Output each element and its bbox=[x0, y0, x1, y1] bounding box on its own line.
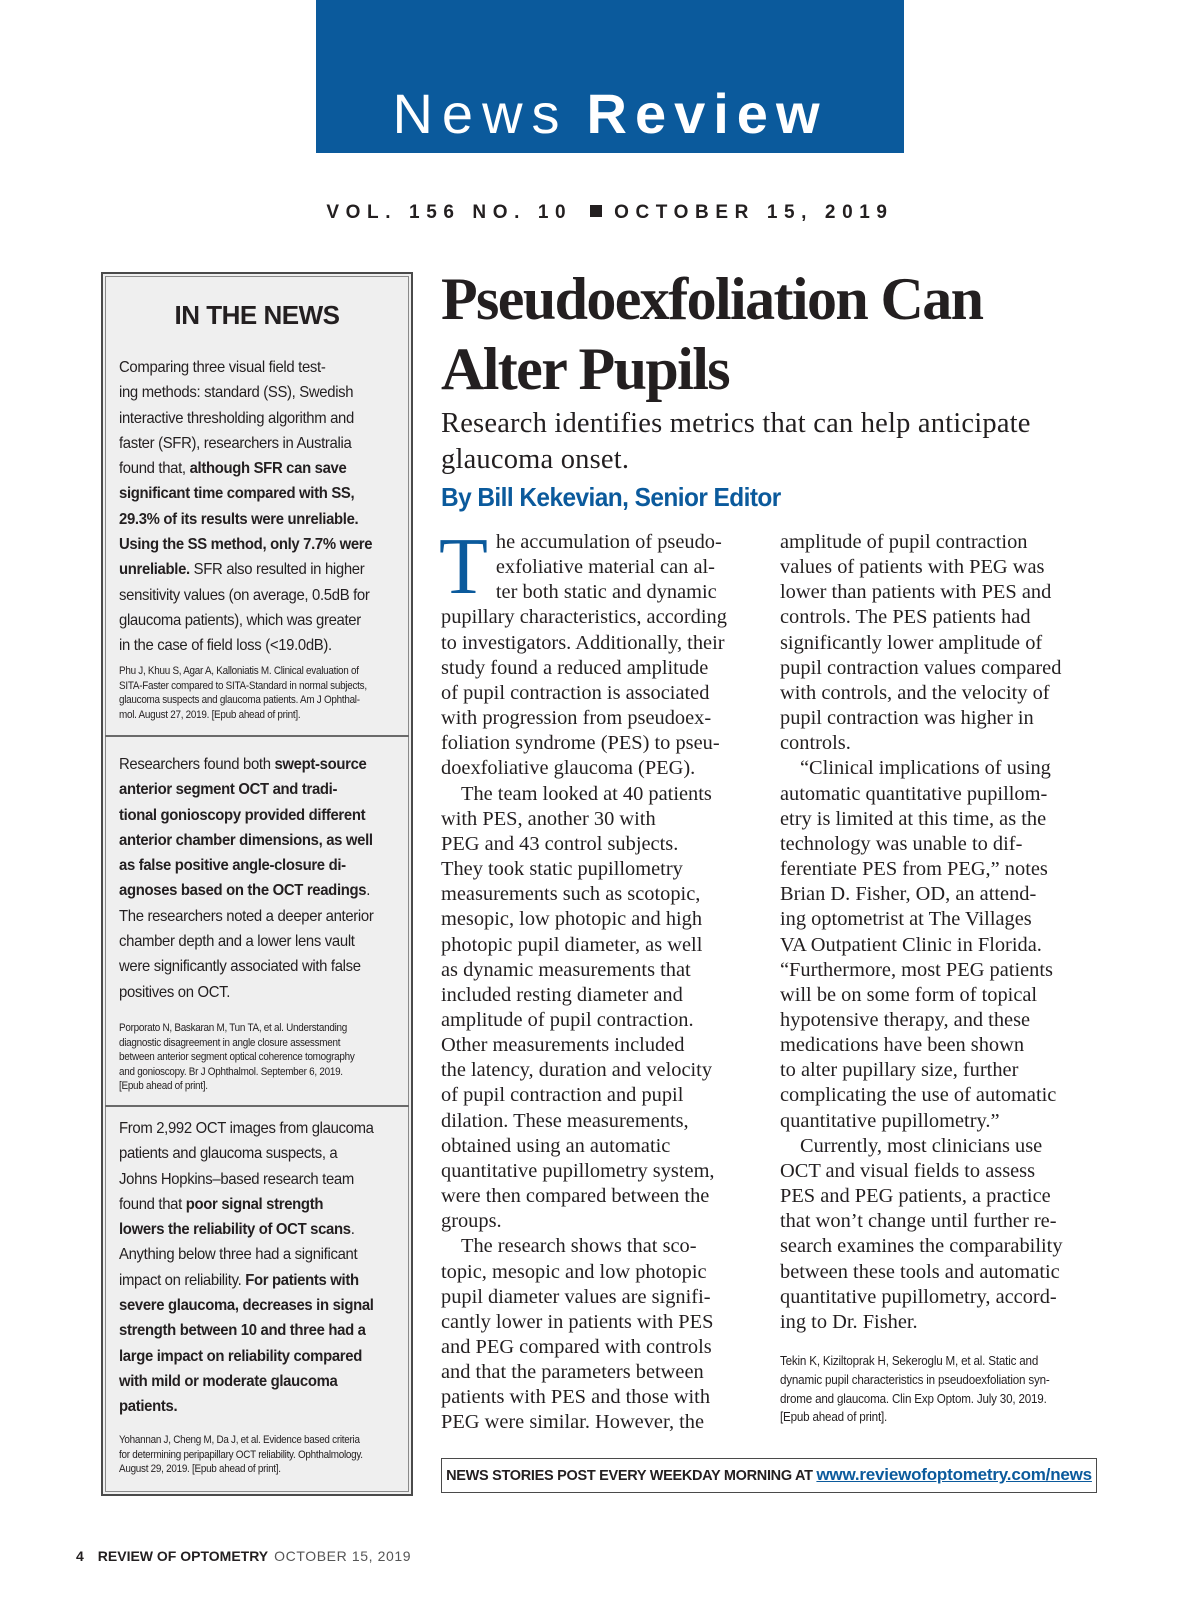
text-line bbox=[119, 1394, 401, 1419]
citation-line: August 29, 2019. [Epub ahead of print]. bbox=[119, 1463, 281, 1476]
deck-line: Research identifies metrics that can help anticipate bbox=[441, 408, 1031, 439]
news-stories-text bbox=[441, 1461, 1097, 1490]
body-line: automatic quantitative pupillom- bbox=[780, 782, 1048, 805]
body-line: They took static pupillometry bbox=[441, 858, 683, 881]
body-line: quantitative pupillometry, accord- bbox=[780, 1285, 1057, 1308]
body-line: topic, mesopic and low photopic bbox=[441, 1260, 707, 1283]
sidebar-citation-1 bbox=[119, 664, 398, 722]
text-span: . bbox=[366, 882, 371, 900]
bold-text: For patients with bbox=[245, 1271, 359, 1289]
text-line bbox=[119, 1293, 401, 1318]
body-line: of pupil contraction is associated bbox=[441, 681, 710, 704]
bold-text: patients. bbox=[119, 1398, 178, 1416]
text-line bbox=[119, 803, 401, 828]
deck-line: glaucoma onset. bbox=[441, 444, 630, 475]
article-column-1 bbox=[439, 523, 759, 1436]
body-line: patients with PES and those with bbox=[441, 1386, 711, 1409]
page-number: 4 bbox=[76, 1548, 84, 1564]
body-line: cantly lower in patients with PES bbox=[441, 1310, 714, 1333]
body-line: dilation. These measurements, bbox=[441, 1109, 689, 1132]
sidebar-heading: IN THE NEWS bbox=[174, 300, 340, 330]
text-line: positives on OCT. bbox=[119, 983, 231, 1001]
body-line: controls. bbox=[780, 732, 851, 755]
body-line: between these tools and automatic bbox=[780, 1260, 1060, 1283]
body-line: VA Outpatient Clinic in Florida. bbox=[780, 933, 1042, 956]
bold-text: anterior segment OCT and tradi- bbox=[119, 781, 338, 799]
section-title bbox=[316, 78, 904, 150]
body-line: ferentiate PES from PEG,” notes bbox=[780, 858, 1048, 881]
citation-line: Tekin K, Kiziltoprak H, Sekeroglu M, et al. Static and bbox=[780, 1354, 1039, 1368]
article-byline: By Bill Kekevian, Senior Editor bbox=[441, 482, 781, 512]
sidebar-item-2 bbox=[119, 752, 401, 1005]
body-line: The research shows that sco- bbox=[461, 1235, 697, 1258]
body-line: as dynamic measurements that bbox=[441, 958, 691, 981]
text-line bbox=[119, 1192, 401, 1217]
text-span: Researchers found both bbox=[119, 756, 275, 773]
publication-name: REVIEW OF OPTOMETRY bbox=[97, 1548, 269, 1564]
drop-cap: T bbox=[439, 523, 488, 611]
text-line: patients and glaucoma suspects, a bbox=[119, 1145, 338, 1163]
text-line: Comparing three visual field test- bbox=[119, 359, 326, 376]
citation-line: drome and glaucoma. Clin Exp Optom. July 30, 2019. bbox=[780, 1391, 1047, 1406]
body-line: included resting diameter and bbox=[441, 983, 683, 1006]
text-line: From 2,992 OCT images from glaucoma bbox=[119, 1120, 374, 1137]
page-footer bbox=[76, 1548, 411, 1564]
citation-line: SITA-Faster compared to SITA-Standard in normal subjects, bbox=[119, 679, 367, 692]
citation-line: Phu J, Khuu S, Agar A, Kalloniatis M. Clinical evaluation of bbox=[119, 665, 359, 677]
square-bullet-icon bbox=[590, 205, 602, 217]
body-line: pupil diameter values are signifi- bbox=[441, 1285, 711, 1308]
bold-text: although SFR can save bbox=[189, 460, 347, 478]
text-line bbox=[119, 481, 401, 506]
body-line: Currently, most clinicians use bbox=[800, 1134, 1043, 1157]
body-line: with progression from pseudoex- bbox=[441, 707, 712, 730]
bold-text: 29.3% of its results were unreliable. bbox=[119, 510, 359, 528]
text-line: Anything below three had a significant bbox=[119, 1246, 358, 1264]
news-stories-label: NEWS STORIES POST EVERY WEEKDAY MORNING AT bbox=[446, 1468, 817, 1484]
body-line: PEG were similar. However, the bbox=[441, 1411, 705, 1434]
article-citation bbox=[780, 1352, 1096, 1427]
footer-date: OCTOBER 15, 2019 bbox=[274, 1548, 412, 1564]
text-span: found that bbox=[119, 1195, 186, 1213]
body-line: search examines the comparability bbox=[780, 1235, 1063, 1258]
text-line: glaucoma patients), which was greater bbox=[119, 611, 361, 629]
citation-line: Yohannan J, Cheng M, Da J, et al. Evidence based criteria bbox=[119, 1434, 360, 1446]
bold-text: with mild or moderate glaucoma bbox=[119, 1372, 338, 1390]
bold-text: poor signal strength bbox=[185, 1195, 324, 1213]
body-line: hypotensive therapy, and these bbox=[780, 1008, 1031, 1031]
body-line: doexfoliative glaucoma (PEG). bbox=[441, 757, 696, 780]
body-line: lower than patients with PES and bbox=[780, 581, 1052, 604]
text-line bbox=[119, 752, 401, 777]
body-line: and that the parameters between bbox=[441, 1361, 704, 1384]
text-line: chamber depth and a lower lens vault bbox=[119, 933, 355, 951]
text-line: ing methods: standard (SS), Swedish bbox=[119, 384, 354, 402]
body-line: mesopic, low photopic and high bbox=[441, 908, 703, 931]
text-span: impact on reliability. bbox=[119, 1271, 246, 1289]
body-line: complicating the use of automatic bbox=[780, 1084, 1057, 1107]
body-line: exfoliative material can al- bbox=[495, 556, 715, 579]
body-line: amplitude of pupil contraction. bbox=[441, 1008, 694, 1031]
sidebar-item-3 bbox=[119, 1116, 401, 1420]
body-line: Brian D. Fisher, OD, an attend- bbox=[780, 883, 1037, 906]
citation-line: diagnostic disagreement in angle closure assessment bbox=[119, 1036, 341, 1049]
body-line: were then compared between the bbox=[441, 1185, 710, 1208]
citation-line: for determining peripapillary OCT reliability. Ophthalmology. bbox=[119, 1448, 363, 1461]
bold-text: Using the SS method, only 7.7% were bbox=[119, 536, 373, 554]
body-line: the latency, duration and velocity bbox=[441, 1059, 713, 1082]
citation-line: dynamic pupil characteristics in pseudoexfoliation syn- bbox=[780, 1372, 1050, 1387]
article-deck bbox=[441, 406, 1101, 478]
body-line: that won’t change until further re- bbox=[780, 1210, 1057, 1233]
issue-line bbox=[200, 202, 1020, 224]
sidebar-divider bbox=[105, 735, 409, 737]
body-line: he accumulation of pseudo- bbox=[495, 531, 722, 553]
body-line: amplitude of pupil contraction bbox=[780, 531, 1028, 553]
sidebar-item-1 bbox=[119, 355, 401, 659]
body-line: ing to Dr. Fisher. bbox=[780, 1310, 918, 1333]
bold-text: significant time compared with SS, bbox=[119, 485, 355, 503]
citation-line: Porporato N, Baskaran M, Tun TA, et al. Understanding bbox=[119, 1022, 348, 1034]
body-line: of pupil contraction and pupil bbox=[441, 1084, 684, 1107]
body-line: groups. bbox=[441, 1210, 502, 1233]
sidebar-divider bbox=[105, 1105, 409, 1107]
text-line bbox=[119, 557, 401, 582]
text-line bbox=[119, 456, 401, 481]
article-column-2 bbox=[780, 530, 1100, 1427]
body-line: with PES, another 30 with bbox=[441, 807, 656, 830]
text-line bbox=[119, 1369, 401, 1394]
citation-line: mol. August 27, 2019. [Epub ahead of print]. bbox=[119, 708, 301, 721]
body-line: PES and PEG patients, a practice bbox=[780, 1185, 1051, 1208]
body-line: will be on some form of topical bbox=[780, 983, 1038, 1006]
body-line: to investigators. Additionally, their bbox=[441, 631, 725, 654]
citation-line: [Epub ahead of print]. bbox=[780, 1410, 888, 1425]
text-line bbox=[119, 878, 401, 903]
text-line: were significantly associated with false bbox=[119, 958, 361, 976]
bold-text: large impact on reliability compared bbox=[119, 1347, 362, 1365]
bold-text: strength between 10 and three had a bbox=[119, 1322, 366, 1340]
body-line: medications have been shown bbox=[780, 1034, 1025, 1057]
bold-text: unreliable. bbox=[119, 561, 190, 579]
citation-line: [Epub ahead of print]. bbox=[119, 1080, 208, 1093]
body-line: pupillary characteristics, according bbox=[441, 606, 727, 629]
body-line: pupil contraction values compared bbox=[780, 656, 1062, 679]
bold-text: swept-source bbox=[274, 756, 367, 773]
text-line: faster (SFR), researchers in Australia bbox=[119, 434, 352, 452]
body-line: to alter pupillary size, further bbox=[780, 1059, 1019, 1082]
body-line: Other measurements included bbox=[441, 1034, 685, 1057]
text-line bbox=[119, 777, 401, 802]
body-line: “Furthermore, most PEG patients bbox=[780, 958, 1053, 981]
headline-line: Pseudoexfoliation Can bbox=[441, 266, 983, 332]
body-line: pupil contraction was higher in bbox=[780, 707, 1034, 730]
bold-text: tional gonioscopy provided different bbox=[119, 806, 366, 824]
citation-line: glaucoma suspects and glaucoma patients. Am J Ophthal- bbox=[119, 694, 360, 707]
body-line: with controls, and the velocity of bbox=[780, 681, 1050, 704]
text-span: . bbox=[350, 1221, 355, 1239]
body-line: technology was unable to dif- bbox=[780, 832, 1023, 855]
body-line: ter both static and dynamic bbox=[495, 581, 717, 604]
text-line: sensitivity values (on average, 0.5dB for bbox=[119, 586, 370, 604]
text-line: Johns Hopkins–based research team bbox=[119, 1170, 354, 1188]
issue-date: OCTOBER 15, 2019 bbox=[614, 202, 894, 223]
body-line: quantitative pupillometry system, bbox=[441, 1159, 715, 1182]
body-line: PEG and 43 control subjects. bbox=[441, 832, 679, 855]
body-line: values of patients with PEG was bbox=[780, 556, 1045, 579]
bold-text: anterior chamber dimensions, as well bbox=[119, 831, 373, 849]
bold-text: severe glaucoma, decreases in signal bbox=[119, 1297, 374, 1315]
section-title-word-1: News bbox=[392, 82, 569, 145]
body-line: study found a reduced amplitude bbox=[441, 656, 709, 679]
body-line: etry is limited at this time, as the bbox=[780, 807, 1047, 830]
text-line: The researchers noted a deeper anterior bbox=[119, 907, 374, 925]
body-line: and PEG compared with controls bbox=[441, 1336, 712, 1358]
body-line: controls. The PES patients had bbox=[780, 606, 1031, 629]
text-line bbox=[119, 532, 401, 557]
citation-line: between anterior segment optical coherence tomography bbox=[119, 1051, 355, 1064]
article-headline bbox=[441, 264, 1081, 404]
text-line bbox=[119, 507, 401, 532]
text-line: in the case of field loss (<19.0dB). bbox=[119, 637, 332, 655]
body-line: OCT and visual fields to assess bbox=[780, 1159, 1036, 1182]
bold-text: lowers the reliability of OCT scans bbox=[119, 1221, 351, 1239]
text-line: interactive thresholding algorithm and bbox=[119, 409, 354, 427]
body-line: The team looked at 40 patients bbox=[461, 782, 712, 805]
text-line bbox=[119, 1217, 401, 1242]
body-line: “Clinical implications of using bbox=[800, 757, 1051, 780]
body-line: ing optometrist at The Villages bbox=[780, 908, 1032, 931]
body-line: foliation syndrome (PES) to pseu- bbox=[441, 732, 720, 755]
text-line bbox=[119, 1268, 401, 1293]
sidebar-citation-3 bbox=[119, 1433, 398, 1477]
body-line: obtained using an automatic bbox=[441, 1134, 671, 1157]
sidebar-citation-2 bbox=[119, 1021, 398, 1094]
body-line: significantly lower amplitude of bbox=[780, 631, 1043, 654]
body-line: measurements such as scotopic, bbox=[441, 883, 701, 906]
text-line bbox=[119, 1344, 401, 1369]
text-line bbox=[119, 1318, 401, 1343]
bold-text: agnoses based on the OCT readings bbox=[119, 882, 367, 900]
issue-volume: VOL. 156 NO. 10 bbox=[326, 202, 573, 223]
citation-line: and gonioscopy. Br J Ophthalmol. September 6, 2019. bbox=[119, 1065, 343, 1078]
headline-line: Alter Pupils bbox=[441, 336, 730, 402]
bold-text: as false positive angle-closure di- bbox=[119, 857, 346, 875]
body-line: photopic pupil diameter, as well bbox=[441, 933, 703, 956]
text-span: SFR also resulted in higher bbox=[189, 561, 365, 579]
text-span: found that, bbox=[119, 460, 190, 478]
body-line: quantitative pupillometry.” bbox=[780, 1109, 1000, 1132]
news-link[interactable]: www.reviewofoptometry.com/news bbox=[816, 1465, 1092, 1484]
section-title-word-2: Review bbox=[586, 82, 828, 145]
text-line bbox=[119, 853, 401, 878]
text-line bbox=[119, 828, 401, 853]
